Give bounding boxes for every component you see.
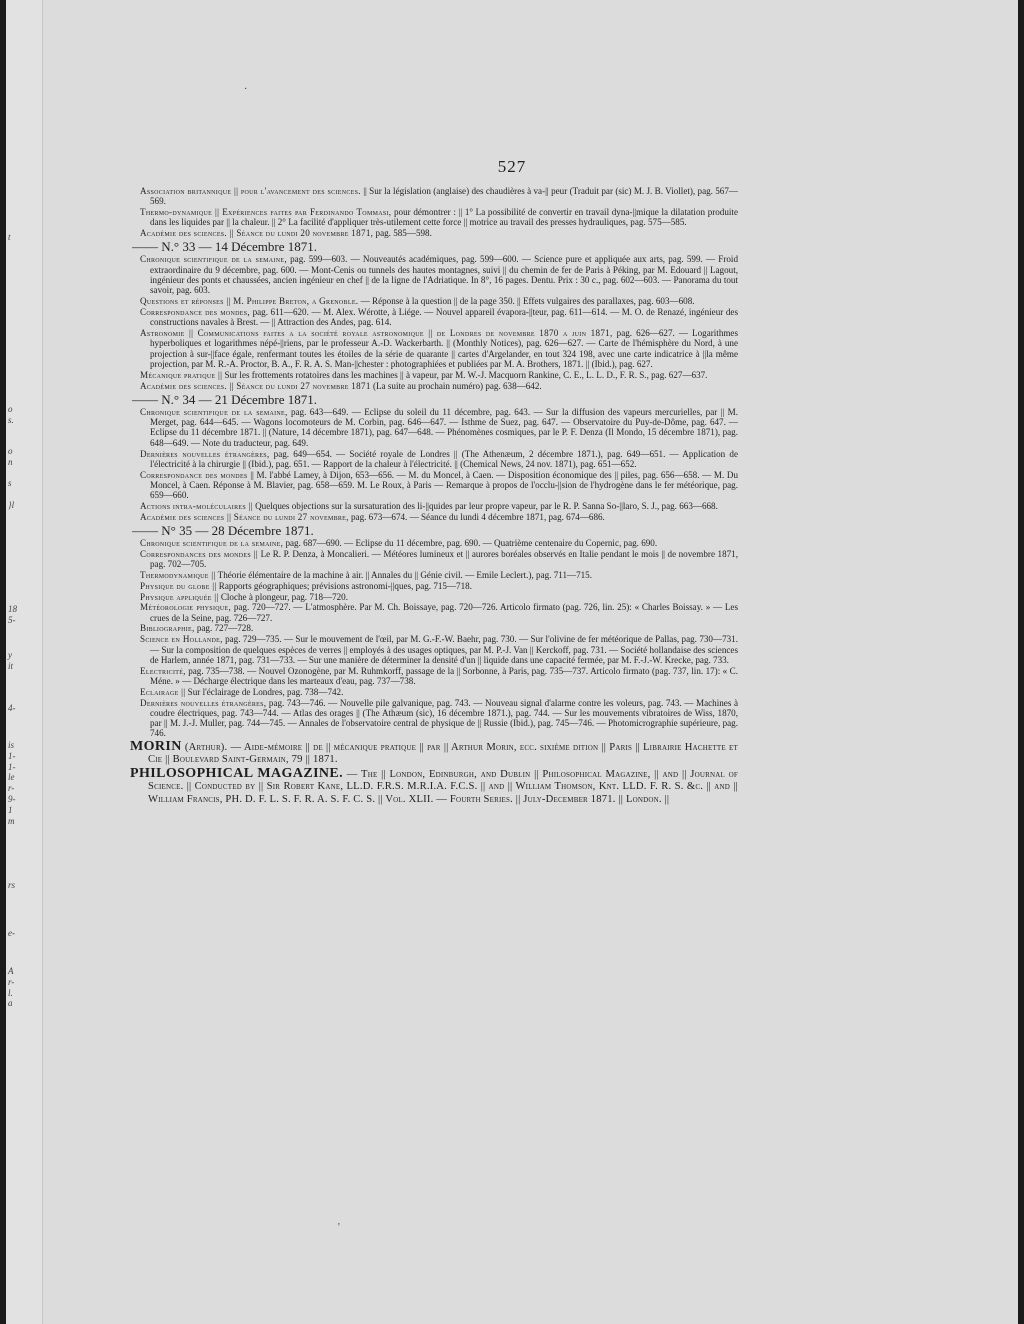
bibliography-entry — [130, 698, 738, 739]
entry-heading: Association britannique || pour l'avancement des sciences. — [140, 186, 361, 196]
entry-body: Théorie élémentaire de la machine à air. || Annales du || Génie civil. — Emile Leclert.), pag. 711—715. — [215, 570, 593, 580]
entry-body: Rapports géographiques; prévisions astronomi-||ques, pag. 715—718. — [216, 580, 472, 591]
entry-body: pag. 649—654. — Société royale de Londres || (The Athenæum, 2 décembre 1871.), pag. 649—651. — Application de l'électricité à la chirurgie || (Ibid.), pag. 651. — Rapport de la chaleur à l'électricité. || (Chemical News, 24 nov. 1871), pag. 651—652. — [150, 448, 738, 469]
entry-heading: Chronique scientifique de la semaine, — [140, 406, 288, 417]
scan-edge-right — [1018, 0, 1024, 1324]
bibliography-entry — [130, 328, 738, 369]
entry-heading: Physique du globe || — [140, 580, 217, 591]
entry-body: pag. 743—746. — Nouvelle pile galvanique, pag. 743. — Nouveau signal d'alarme contre les voleurs, pag. 743. — Machines à coudre électriques, pag. 743—744. — Atlas des orages || (The Athæum (sic), 16 décembre 1871.), pag. 744. — Sur les mouvements vibratoires de Wiss, 1870, par || M. J.-J. Muller, pag. 744—745. — Annales de l'observatoire central de physique de || Russie (Ibid.), pag. 745—746. — Photomicrographie supérieure, pag. 746. — [150, 697, 738, 739]
margin-bleed-text: o n — [8, 446, 13, 467]
entry-body: || M. l'abbé Lamey, à Dijon, 653—656. — M. du Moncel, à Caen. — Disposition économique des || piles, pag. 656—658. — M. Du Moncel, à Caen. Réponse à M. Blavier, pag. 658—659. M. Le Roux, à Paris — Remarque à propos de l'occlu-||sion de l'hydrogène dans le fer météorique, pag. 659—660. — [150, 469, 738, 501]
bibliography-entry — [130, 634, 738, 665]
bibliography-entry — [130, 581, 738, 591]
entry-heading: Electricité, — [140, 665, 186, 676]
entry-heading: Actions intra-moléculaires || — [140, 501, 253, 512]
entry-heading: Mécanique pratique || — [140, 369, 223, 380]
entry-heading: Dernières nouvelles étrangères, — [140, 697, 267, 708]
main-entry-heading: PHILOSOPHICAL MAGAZINE. — [130, 766, 344, 782]
entry-body: Cloche à plongeur, pag. 718—720. — [218, 591, 348, 602]
entry-heading: Thermo-dynamique || Expériences faites par Ferdinando Tommasi, — [140, 207, 392, 218]
bibliography-entry — [130, 381, 738, 391]
issue-heading: —— N° 35 — 28 Décembre 1871. — [132, 523, 314, 539]
bibliography-entry — [130, 623, 738, 633]
bibliography-entry — [130, 254, 738, 295]
entry-heading: Dernières nouvelles étrangères, — [140, 448, 270, 459]
entry-body: pag. 643—649. — Eclipse du soleil du 11 décembre, pag. 643. — Sur la diffusion des vapeurs mercurielles, par || M. Merget, pag. 644—645. — Wagons locomoteurs de M. Corbin, pag. 646—647. — Isthme de Suez, pag. 647. — Observatoire du Puy-de-Dôme, pag. 647. — Eclipse du 11 décembre 1871. || (Nature, 14 décembre 1871), pag. 647—648. — Phénomènes cosmiques, par le P. F. Denza (Il Mondo, 15 décembre 1871), pag. 648—649. — Note du traducteur, pag. 649. — [150, 406, 738, 448]
entry-heading: Correspondances des mondes || — [140, 548, 259, 559]
entry-body: Le R. P. Denza, à Moncalieri. — Météores lumineux et || aurores boréales observés en Italie pendant le mois || de novembre 1871, pag. 702—705. — [150, 548, 738, 570]
entry-heading: Correspondance des mondes — [140, 469, 248, 480]
scan-edge-left — [0, 0, 6, 1324]
bibliography-entry — [130, 470, 738, 501]
issue-heading: —— N.° 33 — 14 Décembre 1871. — [132, 239, 317, 255]
entry-body: pag. 673—674. — Séance du lundi 4 décembre 1871, pag. 674—686. — [348, 511, 605, 522]
entry-body: pag. 611—620. — M. Alex. Wérotte, à Liége. — Nouvel appareil évapora-||teur, pag. 611—614. — M. O. de Renazé, ingénieur des constructions navales à Brest. — || Attraction des Andes, pag. 614. — [150, 306, 738, 328]
entry-heading: Questions et réponses || M. Philippe Breton, a Grenoble. — [140, 296, 359, 307]
margin-bleed-text: 18 5- — [8, 604, 17, 625]
bibliography-listing — [130, 186, 738, 806]
entry-body: pag. 599—603. — Nouveautés académiques, pag. 599—600. — Science pure et appliquée aux arts, pag. 599. — Froid extraordinaire du 9 décembre, pag. 600. — Mont-Cenis ou tunnels des hautes montagnes, suivi || du chemin de fer de Paris à Péking, par M. Edouard || Lagout, ingénieur des ponts et chaussées, ancien ingénieur en chef || de la ligne de l'Adriatique. In 8°, 16 pages. Dentu. Prix : 30 c., pag. 602—603. — Panorama du tout savoir, pag. 603. — [150, 254, 738, 296]
bibliography-entry — [130, 592, 738, 602]
entry-body: Sur l'éclairage de Londres, pag. 738—742. — [185, 686, 344, 697]
bibliography-entry — [130, 370, 738, 380]
bibliography-entry — [130, 538, 738, 548]
entry-heading: Astronomie || Communications faites a la société royale astronomique || de Londres de novembre 1870 a juin 1871, — [140, 328, 613, 339]
margin-bleed-text: t — [8, 232, 11, 242]
bibliography-entry — [130, 501, 738, 511]
entry-body: pag. 727—728. — [194, 623, 254, 634]
bibliography-entry — [130, 207, 738, 228]
main-entry-heading: MORIN — [130, 738, 182, 754]
bibliography-entry — [130, 687, 738, 697]
entry-body: pag. 729—735. — Sur le mouvement de l'œil, par M. G.-F.-W. Baehr, pag. 730. — Sur l'olivine de fer météorique de Pallas, pag. 730—731. — Sur la composition de quelques espèces de verres || employés à des usages optiques, par M. P.-J. Van || Kerckoff, pag. 731. — Société hollandaise des sciences de Harlem, année 1871, pag. 731—733. — Sur une manière de déterminer la densité d'un || liquide dans une capacité fermée, par M. F.-J.-W. Krecke, pag. 733. — [150, 634, 738, 665]
main-bibliography-entry — [130, 738, 738, 766]
page-number: 527 — [497, 157, 527, 176]
entry-heading: Météorologie physique, — [140, 602, 232, 613]
margin-bleed-text: 4- — [8, 703, 16, 713]
entry-heading: Physique appliquée || — [140, 591, 219, 602]
main-entry-body: (Arthur). — Aide-mémoire || de || mécanique pratique || par || Arthur Morin, ecc. sixième dition || Paris || Librairie Hachette et Cie || Boulevard Saint-Germain, 79 || 1871. — [148, 741, 738, 765]
entry-heading: Science en Hollande, — [140, 634, 223, 645]
bibliography-entry — [130, 407, 738, 448]
margin-bleed-text: is 1- 1- le r- 9- 1 m — [8, 740, 16, 826]
entry-heading: Correspondance des mondes, — [140, 306, 250, 317]
bibliography-entry — [130, 228, 738, 238]
entry-heading: Bibliographie, — [140, 623, 195, 634]
scan-speck: · — [244, 84, 248, 95]
bibliography-entry — [130, 602, 738, 623]
bibliography-entry — [130, 307, 738, 328]
margin-bleed-text: e- — [8, 928, 15, 938]
entry-heading: Eclairage || — [140, 686, 186, 697]
bibliography-entry — [130, 512, 738, 522]
margin-bleed-text: }l — [8, 500, 15, 510]
main-entry-body: — The || London, Edinburgh, and Dublin || Philosophical Magazine, || and || Journal of Science. || Conducted by || Sir Robert Kane, LL.D. F.R.S. M.R.I.A. F.C.S. || and || William Thomson, Knt. LLD. F. R. S. &c. || and || William Francis, PH. D. F. L. S. F. R. A. S. F. C. S. || Vol. XLII. — Fourth Series. || July-December 1871. || London. || — [148, 769, 739, 805]
entry-body: pag. 687—690. — Eclipse du 11 décembre, pag. 690. — Quatrième centenaire du Copernic, pag. 690. — [283, 538, 658, 549]
bibliography-entry — [130, 570, 738, 580]
entry-body: Quelques objections sur la sursaturation des li-||quides par leur propre vapeur, par le R. P. Sanna So-||laro, S. J., pag. 663—668. — [252, 501, 718, 512]
bibliography-entry — [130, 449, 738, 470]
entry-heading: Chronique scientifique de la semaine, — [140, 254, 287, 265]
bibliography-entry — [130, 296, 738, 306]
entry-heading: Thermodynamique || — [140, 570, 216, 580]
margin-bleed-text: s — [8, 478, 12, 488]
bibliography-entry — [130, 549, 738, 570]
entry-body: — Réponse à la question || de la page 350. || Effets vulgaires des parallaxes, pag. 603—608. — [358, 296, 695, 307]
bibliography-entry — [130, 186, 738, 207]
entry-body: (La suite au prochain numéro) pag. 638—642. — [370, 380, 542, 391]
main-bibliography-entry — [130, 768, 738, 806]
issue-heading: —— N.° 34 — 21 Décembre 1871. — [132, 391, 317, 407]
entry-heading: Académie des sciences. || Séance du lundi 27 novembre 1871 — [140, 380, 371, 391]
entry-heading: Académie des sciences || Séance du lundi 27 novembre, — [140, 511, 349, 522]
margin-bleed-text: y it — [8, 650, 14, 671]
margin-bleed-text: o s. — [8, 404, 14, 425]
entry-body: pag. 720—727. — L'atmosphère. Par M. Ch. Boissaye, pag. 720—726. Articolo firmato (pag. 726, lin. 25): « Charles Boissay. » — Les crues de la Seine, pag. 726—727. — [150, 602, 739, 623]
entry-body: pour démontrer : || 1° La possibilité de convertir en travail dyna-||mique la dilatation produite dans les liquides par || la chaleur. || 2° La facilité d'appliquer très-utilement cette force || motrice au travail des presses hydrauliques, pag. 575—585. — [150, 207, 738, 228]
entry-body: || Sur la législation (anglaise) des chaudières à va-|| peur (Traduit par (sic) M. J. B. Viollet), pag. 567—569. — [150, 186, 738, 207]
entry-body: Sur les frottements rotatoires dans les machines || à vapeur, par M. W.-J. Macquorn Rankine, C. E., L. L. D., F. R. S., pag. 627—637. — [222, 369, 708, 380]
entry-heading: Chronique scientifique de la semaine, — [140, 538, 284, 549]
entry-body: pag. 585—598. — [373, 228, 432, 239]
entry-body: pag. 626—627. — Logarithmes hyperboliques et logarithmes népé-||riens, par le professeur A.-D. Wackerbarth. || (Monthly Notices), pag. 626—627. — Carte de l'hémisphère du Nord, à une projection à sur-||face égale, renfermant toutes les étoiles de la série de quarante || cartes d'Argelander, en tout 324 198, avec une carte indicatrice à ||la même projection, par M. R.-A. Proctor, B. A., F. R. A. S. Man-||chester : photographiées et publiées par M. A. Brothers, 1871. || (Ibid.), pag. 627. — [150, 328, 739, 369]
margin-bleed-text: rs — [8, 880, 16, 890]
scan-speck: ' — [338, 1222, 340, 1233]
entry-heading: Académie des sciences. || Séance du lundi 20 novembre 1871, — [140, 228, 374, 239]
entry-body: pag. 735—738. — Nouvel Ozonogène, par M. Ruhmkorff, passage de la || Sorbonne, à Paris, pag. 735—737. Articolo firmato (pag. 737, lin. 17): « C. Méne. » — Décharge électrique dans les marteaux d'eau, pag. 737—738. — [150, 665, 738, 686]
bibliography-entry — [130, 666, 738, 687]
margin-bleed-text: A r- l. a — [8, 966, 15, 1009]
